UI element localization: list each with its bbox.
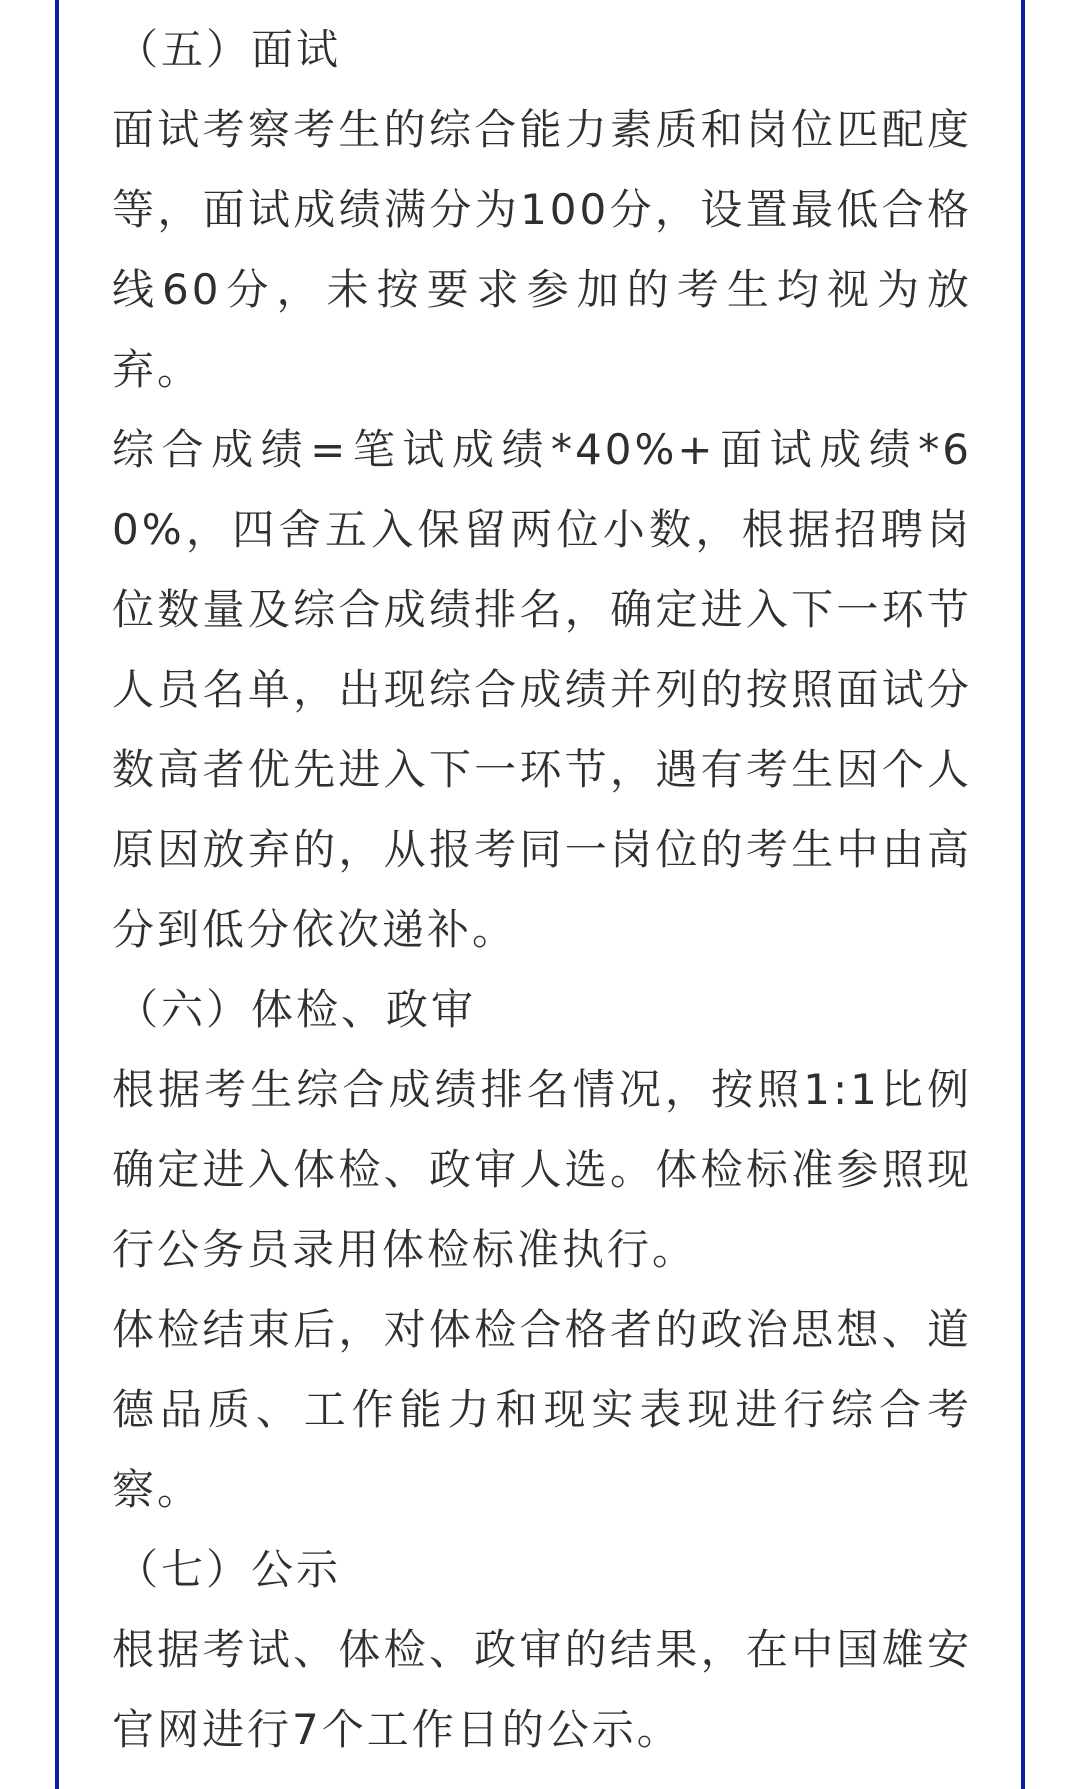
article-body — [112, 10, 972, 1770]
paragraph: 体检结束后，对体检合格者的政治思想、道德品质、工作能力和现实表现进行综合考察。 — [112, 1305, 972, 1514]
section-interview — [112, 10, 972, 970]
section-heading: （五）面试 — [116, 25, 342, 74]
section-physical-exam-political-review — [112, 970, 972, 1530]
paragraph: 综合成绩=笔试成绩*40%+面试成绩*60%，四舍五入保留两位小数，根据招聘岗位数量及综合成绩排名，确定进入下一环节人员名单，出现综合成绩并列的按照面试分数高者优先进入下一环节，遇有考生因个人原因放弃的，从报考同一岗位的考生中由高分到低分依次递补。 — [112, 425, 972, 954]
right-border — [1021, 0, 1025, 1789]
section-heading: （六）体检、政审 — [116, 985, 477, 1034]
paragraph: 根据考试、体检、政审的结果，在中国雄安官网进行7个工作日的公示。 — [112, 1625, 972, 1754]
section-heading: （七）公示 — [116, 1545, 342, 1594]
left-border — [55, 0, 59, 1789]
paragraph: 根据考生综合成绩排名情况，按照1:1比例确定进入体检、政审人选。体检标准参照现行公务员录用体检标准执行。 — [112, 1065, 972, 1274]
paragraph: 面试考察考生的综合能力素质和岗位匹配度等，面试成绩满分为100分，设置最低合格线60分，未按要求参加的考生均视为放弃。 — [112, 105, 972, 394]
section-publicity — [112, 1530, 972, 1770]
